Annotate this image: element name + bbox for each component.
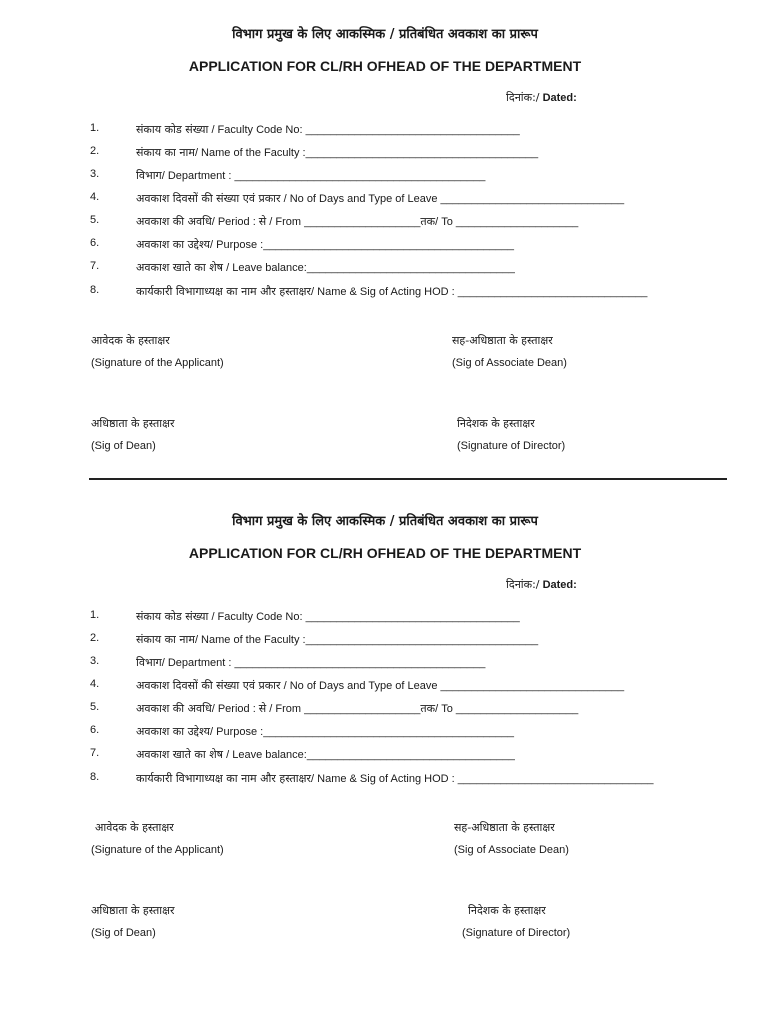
field-label-english: / Period : से / From ___________________तक/ To ____________________ [211,216,579,228]
signature-label-hindi: निदेशक के हस्ताक्षर [457,417,535,430]
field-label-hindi: अवकाश का उद्देश्य [136,725,210,738]
field-number: 6. [90,724,100,736]
field-label-hindi: विभाग [136,169,162,182]
field-label-english: / Faculty Code No: ___________________________________ [208,124,520,136]
field-label-hindi: अवकाश का उद्देश्य [136,238,210,251]
field-faculty-code [0,120,770,138]
field-days-type [0,189,770,207]
field-label-english: / Purpose :_________________________________________ [210,239,515,251]
field-label-hindi: संकाय का नाम [136,146,195,159]
english-title: APPLICATION FOR CL/RH OFHEAD OF THE DEPARTMENT [188,58,582,74]
hindi-title: विभाग प्रमुख के लिए आकस्मिक / प्रतिबंधित अवकाश का प्रारूप [232,514,538,529]
field-acting-hod [0,282,770,300]
field-label-english: / Name & Sig of Acting HOD : ________________________________ [311,773,654,785]
field-label-english: / Department : _________________________________________ [161,657,486,669]
field-number: 6. [90,237,100,249]
signature-label-english: (Signature of Director) [462,927,571,939]
field-number: 8. [90,771,100,783]
field-label-hindi: अवकाश की अवधि [136,702,212,715]
director-signature [462,903,570,939]
leave-application-form-2 [0,487,770,974]
signature-label-english: (Signature of the Applicant) [91,844,224,856]
field-period [0,699,770,717]
field-number: 1. [90,609,100,621]
field-label-english: / Department : _________________________________________ [161,170,486,182]
field-purpose [0,722,770,740]
signature-label-hindi: अधिष्ठाता के हस्ताक्षर [91,417,175,430]
signature-label-hindi: निदेशक के हस्ताक्षर [468,904,546,917]
signature-label-hindi: आवेदक के हस्ताक्षर [95,821,174,834]
field-leave-balance [0,745,770,763]
signature-label-english: (Signature of Director) [457,440,566,452]
field-label-hindi: अवकाश की अवधि [136,215,212,228]
field-number: 5. [90,214,100,226]
field-label-english: / Name of the Faculty :______________________________________ [194,147,539,159]
field-number: 7. [90,747,100,759]
field-number: 2. [90,632,100,644]
field-number: 8. [90,284,100,296]
signature-label-english: (Sig of Associate Dean) [454,844,569,856]
field-number: 1. [90,122,100,134]
english-title: APPLICATION FOR CL/RH OFHEAD OF THE DEPARTMENT [188,545,582,561]
field-number: 5. [90,701,100,713]
field-label-english: / Leave balance:__________________________________ [223,262,515,274]
field-number: 2. [90,145,100,157]
field-label-english: / Purpose :_________________________________________ [210,726,515,738]
field-faculty-name [0,143,770,161]
dean-signature [91,416,175,452]
signature-label-english: (Sig of Dean) [91,440,156,452]
field-number: 3. [90,655,100,667]
field-label-hindi: अवकाश खाते का शेष [136,748,224,761]
signature-label-english: (Sig of Dean) [91,927,156,939]
signature-label-english: (Signature of the Applicant) [91,357,224,369]
form-divider [89,478,727,480]
field-label-english: / No of Days and Type of Leave ______________________________ [280,680,625,692]
field-label-english: / No of Days and Type of Leave ______________________________ [280,193,625,205]
director-signature [457,416,565,452]
dated-hindi: दिनांक:/ [506,91,540,104]
field-label-english: / Name & Sig of Acting HOD : _______________________________ [311,286,648,298]
field-faculty-name [0,630,770,648]
hindi-title: विभाग प्रमुख के लिए आकस्मिक / प्रतिबंधित अवकाश का प्रारूप [232,27,538,42]
leave-application-form-1 [0,0,770,487]
field-label-english: / Leave balance:__________________________________ [223,749,515,761]
signature-label-hindi: आवेदक के हस्ताक्षर [91,334,170,347]
dated-english: Dated: [542,92,577,104]
field-label-hindi: कार्यकारी विभागाध्यक्ष का नाम और हस्ताक्षर [136,772,312,785]
dated-english: Dated: [542,579,577,591]
signature-label-hindi: सह-अधिष्ठाता के हस्ताक्षर [454,821,555,834]
field-label-english: / Name of the Faculty :______________________________________ [194,634,539,646]
dated-label [506,577,577,592]
field-label-hindi: अवकाश खाते का शेष [136,261,224,274]
field-purpose [0,235,770,253]
field-number: 3. [90,168,100,180]
dated-hindi: दिनांक:/ [506,578,540,591]
field-label-english: / Period : से / From ___________________तक/ To ____________________ [211,703,579,715]
signature-label-english: (Sig of Associate Dean) [452,357,567,369]
field-label-hindi: विभाग [136,656,162,669]
associate-dean-signature [454,820,569,856]
field-leave-balance [0,258,770,276]
signature-label-hindi: अधिष्ठाता के हस्ताक्षर [91,904,175,917]
signature-label-hindi: सह-अधिष्ठाता के हस्ताक्षर [452,334,553,347]
field-days-type [0,676,770,694]
field-number: 4. [90,678,100,690]
field-label-english: / Faculty Code No: ___________________________________ [208,611,520,623]
field-number: 4. [90,191,100,203]
applicant-signature [91,333,224,369]
field-label-hindi: संकाय कोड संख्या [136,123,209,136]
field-number: 7. [90,260,100,272]
field-faculty-code [0,607,770,625]
field-label-hindi: संकाय का नाम [136,633,195,646]
associate-dean-signature [452,333,567,369]
field-period [0,212,770,230]
field-label-hindi: अवकाश दिवसों की संख्या एवं प्रकार [136,679,281,692]
field-label-hindi: संकाय कोड संख्या [136,610,209,623]
dean-signature [91,903,175,939]
applicant-signature [91,820,224,856]
field-department [0,653,770,671]
field-department [0,166,770,184]
field-label-hindi: अवकाश दिवसों की संख्या एवं प्रकार [136,192,281,205]
dated-label [506,90,577,105]
field-acting-hod [0,769,770,787]
field-label-hindi: कार्यकारी विभागाध्यक्ष का नाम और हस्ताक्षर [136,285,312,298]
